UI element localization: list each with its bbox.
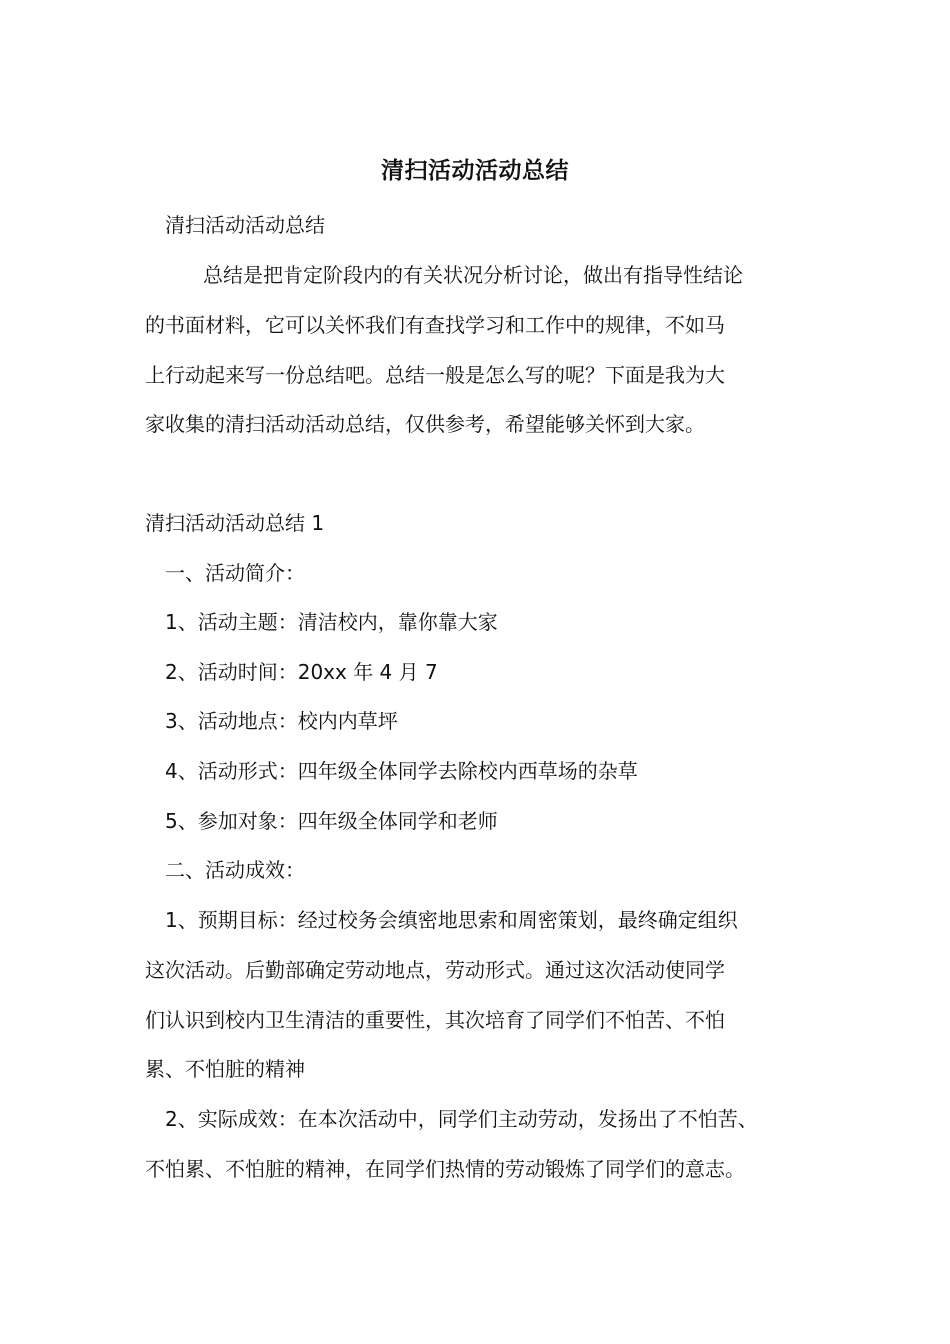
part1-item-4: 4、活动形式：四年级全体同学去除校内西草场的杂草	[165, 759, 638, 783]
part1-item-3: 3、活动地点：校内内草坪	[165, 709, 398, 733]
part2-item2-line-2: 不怕累、不怕脏的精神，在同学们热情的劳动锻炼了同学们的意志。	[145, 1157, 745, 1181]
intro-line-2: 的书面材料，它可以关怀我们有查找学习和工作中的规律，不如马	[145, 313, 725, 337]
part2-heading: 二、活动成效：	[165, 858, 305, 882]
part2-item1-line-4: 累、不怕脏的精神	[145, 1057, 305, 1081]
part2-item1-line-3: 们认识到校内卫生清洁的重要性，其次培育了同学们不怕苦、不怕	[145, 1008, 725, 1032]
document-subtitle: 清扫活动活动总结	[165, 213, 325, 237]
part1-item-1: 1、活动主题：清洁校内，靠你靠大家	[165, 610, 498, 634]
part1-heading: 一、活动简介：	[165, 561, 305, 585]
intro-line-4: 家收集的清扫活动活动总结，仅供参考，希望能够关怀到大家。	[145, 412, 705, 436]
part1-item-2: 2、活动时间：20xx 年 4 月 7	[165, 660, 438, 684]
part2-item1-line-2: 这次活动。后勤部确定劳动地点，劳动形式。通过这次活动使同学	[145, 958, 725, 982]
part2-item2-line-1: 2、实际成效：在本次活动中，同学们主动劳动，发扬出了不怕苦、	[165, 1107, 758, 1131]
document-title: 清扫活动活动总结	[381, 158, 569, 184]
intro-line-3: 上行动起来写一份总结吧。总结一般是怎么写的呢？下面是我为大	[145, 363, 725, 387]
part1-item-5: 5、参加对象：四年级全体同学和老师	[165, 809, 498, 833]
part2-item1-line-1: 1、预期目标：经过校务会缜密地思索和周密策划，最终确定组织	[165, 908, 738, 932]
intro-line-1: 总结是把肯定阶段内的有关状况分析讨论，做出有指导性结论	[203, 263, 743, 287]
section-heading: 清扫活动活动总结 1	[145, 511, 325, 535]
